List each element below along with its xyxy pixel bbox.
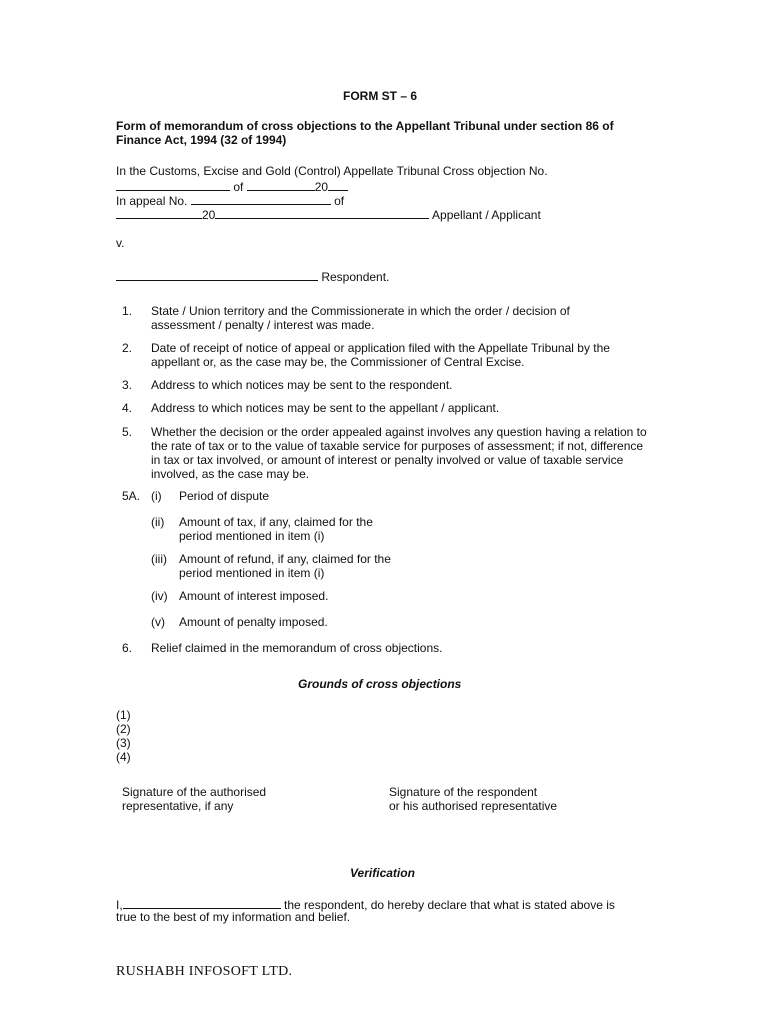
signature-left-line-2: representative, if any bbox=[122, 799, 234, 813]
grounds-heading: Grounds of cross objections bbox=[298, 677, 462, 691]
signature-right-line-2: or his authorised representative bbox=[389, 799, 558, 813]
item-number: 3. bbox=[122, 378, 133, 392]
item-number: 4. bbox=[122, 401, 133, 415]
sub-text: Amount of refund, if any, claimed for the period mentioned in item (i) bbox=[179, 552, 391, 580]
appeal-number-blank[interactable] bbox=[191, 192, 331, 205]
year-blank[interactable] bbox=[328, 178, 348, 191]
appellant-label: Appellant / Applicant bbox=[432, 208, 541, 222]
declarant-name-blank[interactable] bbox=[123, 896, 281, 909]
sub-text: Amount of penalty imposed. bbox=[179, 615, 328, 629]
item-number: 1. bbox=[122, 304, 133, 318]
year-prefix: 20 bbox=[314, 180, 329, 194]
sub-text: Amount of tax, if any, claimed for the period mentioned in item (i) bbox=[179, 515, 373, 543]
respondent-label: Respondent. bbox=[321, 270, 390, 284]
item-5a-number: 5A. bbox=[122, 489, 141, 503]
versus: v. bbox=[116, 236, 125, 250]
ground-item: (1) bbox=[116, 708, 131, 722]
item-text: State / Union territory and the Commissionerate in which the order / decision of assessment / penalty / interest was made. bbox=[151, 304, 570, 332]
year-prefix-2: 20 bbox=[202, 208, 216, 222]
intro-line-1: In the Customs, Excise and Gold (Control) Appellate Tribunal Cross objection No. bbox=[116, 164, 548, 178]
of-label-2: of bbox=[334, 194, 345, 208]
item-6-text: Relief claimed in the memorandum of cross objections. bbox=[151, 641, 443, 655]
appellant-name-blank[interactable] bbox=[215, 206, 429, 219]
sub-label: (iii) bbox=[151, 552, 167, 566]
sub-label: (ii) bbox=[151, 515, 165, 529]
respondent-line bbox=[116, 268, 389, 284]
of-label: of bbox=[233, 180, 244, 194]
footer-company: RUSHABH INFOSOFT LTD. bbox=[116, 964, 293, 979]
form-heading: Form of memorandum of cross objections to the Appellant Tribunal under section 86 of Finance Act, 1994 (32 of 1994) bbox=[116, 119, 614, 147]
sub-label: (i) bbox=[151, 489, 162, 503]
date-blank[interactable] bbox=[247, 178, 315, 191]
item-text: Address to which notices may be sent to the appellant / applicant. bbox=[151, 401, 500, 415]
ground-item: (3) bbox=[116, 736, 131, 750]
verification-text: the respondent, do hereby declare that what is stated above is bbox=[284, 898, 615, 912]
item-number: 2. bbox=[122, 341, 133, 355]
item-text: Whether the decision or the order appealed against involves any question having a relation to the rate of tax or to the value of taxable service for purposes of assessment; if not, difference in tax or tax involved, or amount of interest or penalty involved or value of taxable service involved, as the case may be. bbox=[151, 425, 647, 481]
ground-item: (2) bbox=[116, 722, 131, 736]
signature-left-line-1: Signature of the authorised bbox=[122, 785, 267, 799]
respondent-name-blank[interactable] bbox=[116, 268, 318, 281]
item-number: 5. bbox=[122, 425, 133, 439]
sub-label: (v) bbox=[151, 615, 165, 629]
item-6-number: 6. bbox=[122, 641, 133, 655]
verification-heading: Verification bbox=[350, 866, 415, 880]
signature-right-line-1: Signature of the respondent bbox=[389, 785, 538, 799]
sub-label: (iv) bbox=[151, 589, 168, 603]
in-appeal-label: In appeal No. bbox=[116, 194, 188, 208]
sub-text: Period of dispute bbox=[179, 489, 270, 503]
item-text: Address to which notices may be sent to the respondent. bbox=[151, 378, 453, 392]
sub-text: Amount of interest imposed. bbox=[179, 589, 329, 603]
verification-line-2: true to the best of my information and belief. bbox=[116, 910, 351, 924]
declarant-prefix: I, bbox=[116, 898, 123, 912]
ground-item: (4) bbox=[116, 750, 131, 764]
intro-line-4 bbox=[116, 206, 541, 222]
form-title: FORM ST – 6 bbox=[343, 89, 418, 103]
cross-objection-number-blank[interactable] bbox=[116, 178, 230, 191]
appeal-date-blank[interactable] bbox=[116, 206, 202, 219]
item-text: Date of receipt of notice of appeal or application filed with the Appellate Tribunal by the appellant or, as the case may be, the Commissioner of Central Excise. bbox=[151, 341, 610, 369]
